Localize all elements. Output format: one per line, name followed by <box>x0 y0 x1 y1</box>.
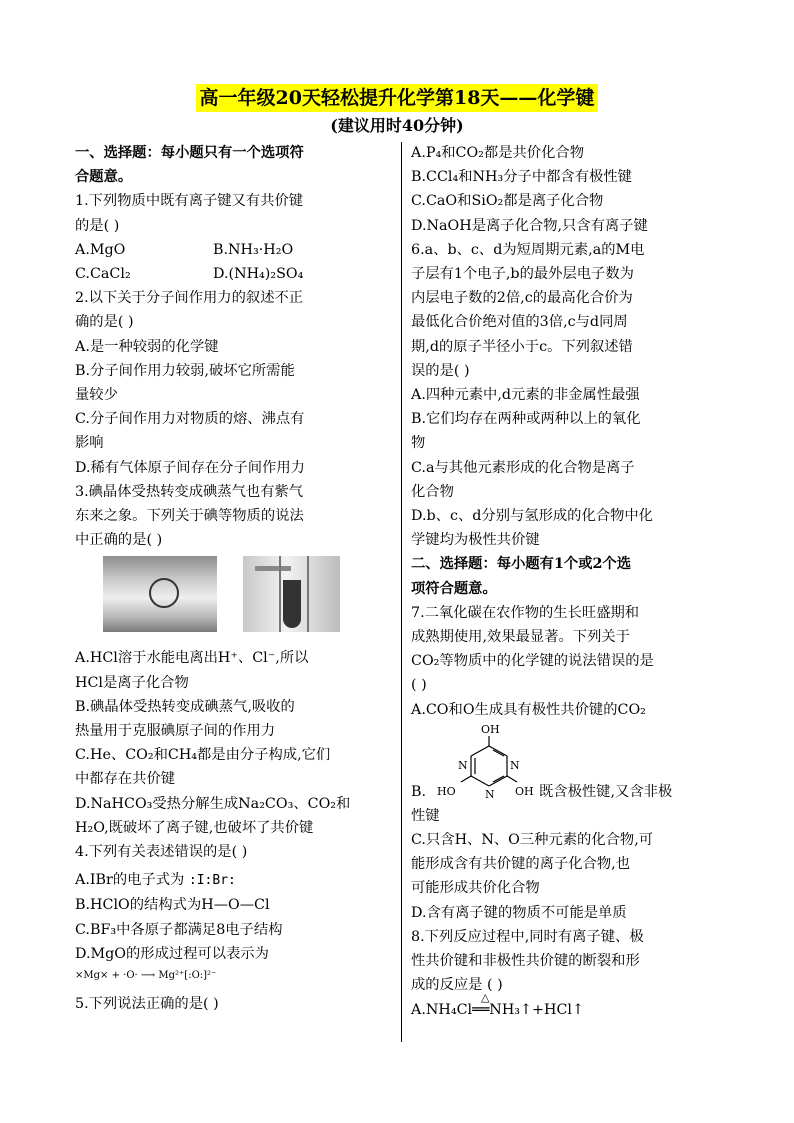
question-6-option-a: A.四种元素中,d元素的非金属性最强 <box>411 387 640 404</box>
question-8-option-a: A.NH₄Cl══NH₃↑+HCl↑ <box>411 1001 584 1018</box>
n-bottom-label: N <box>485 787 495 801</box>
question-2-option-d: D.稀有气体原子间存在分子间作用力 <box>75 459 305 476</box>
question-7-option-c-cont: 能形成含有共价键的离子化合物,也 <box>411 856 630 873</box>
question-1-stem: 1.下列物质中既有离子键又有共价键 <box>75 193 304 210</box>
question-6-option-c-cont: 化合物 <box>411 483 454 500</box>
question-6-stem: 6.a、b、c、d为短周期元素,a的M电 <box>411 241 645 258</box>
iodine-vapor <box>283 580 301 628</box>
right-column <box>411 141 721 1022</box>
question-2-option-b-cont: 量较少 <box>75 387 118 404</box>
question-1-stem-cont: 的是( ) <box>75 217 120 234</box>
question-3-option-d: D.NaHCO₃受热分解生成Na₂CO₃、CO₂和 <box>75 795 351 812</box>
question-2-option-b: B.分子间作用力较弱,破坏它所需能 <box>75 362 295 379</box>
clouds-photo <box>103 556 217 632</box>
question-7-stem-l2: 成熟期使用,效果最显著。下列关于 <box>411 629 630 646</box>
question-4-stem: 4.下列有关表述错误的是( ) <box>75 844 248 861</box>
question-4-option-d: D.MgO的形成过程可以表示为 <box>75 945 269 962</box>
left-column <box>75 141 395 1016</box>
question-6-option-b-cont: 物 <box>411 435 426 452</box>
n-left-label: N <box>458 758 468 772</box>
oh-top-label: OH <box>481 722 500 736</box>
question-4-option-b: B.HClO的结构式为H—O—Cl <box>75 897 270 914</box>
question-5-option-a: A.P₄和CO₂都是共价化合物 <box>411 145 584 161</box>
question-3-stem-cont2: 中正确的是( ) <box>75 532 163 549</box>
page-title: 高一年级20天轻松提升化学第18天——化学键 <box>196 84 599 112</box>
mgo-formation-formula: ×Mg× + ·O· ⟶ Mg²⁺[:O:]²⁻ <box>75 970 217 982</box>
question-7-stem-l3: CO₂等物质中的化学键的说法错误的是 <box>411 653 654 670</box>
question-4-option-a: A.IBr的电子式为 <box>75 872 185 889</box>
question-5-option-d: D.NaOH是离子化合物,只含有离子键 <box>411 217 648 234</box>
question-7-option-b-cont: 性键 <box>411 807 440 824</box>
question-2-option-c: C.分子间作用力对物质的熔、沸点有 <box>75 411 305 428</box>
iodine-tube-photo <box>243 556 340 632</box>
question-3-stem-cont: 东来之象。下列关于碘等物质的说法 <box>75 508 304 525</box>
question-3-images <box>75 556 395 640</box>
oh-right-label: OH <box>515 784 534 798</box>
question-7-option-b-prefix: B. <box>411 783 427 800</box>
triazine-structure-diagram <box>411 722 541 804</box>
question-4-option-c: C.BF₃中各原子都满足8电子结构 <box>75 921 283 938</box>
question-5-stem: 5.下列说法正确的是( ) <box>75 996 219 1013</box>
question-2-option-c-cont: 影响 <box>75 435 104 452</box>
question-8-stem-l3: 成的反应是 ( ) <box>411 977 503 994</box>
question-8-option-a-row <box>411 990 721 1022</box>
ho-left-label: HO <box>437 784 456 798</box>
question-7-stem-l4: ( ) <box>411 677 427 694</box>
option-c: C.CaCl₂ <box>75 266 131 283</box>
question-7-option-b: 既含极性键,又含非极 <box>539 783 673 800</box>
ibr-electron-formula: :I:Br: <box>188 873 236 889</box>
question-6-option-d-cont: 学键均为极性共价键 <box>411 532 540 549</box>
question-2-stem-cont: 确的是( ) <box>75 314 134 331</box>
option-b: B.NH₃·H₂O <box>213 241 294 258</box>
question-6-stem-l3: 内层电子数的2倍,c的最高化合价为 <box>411 290 633 307</box>
question-3-option-a: A.HCl溶于水能电离出H⁺、Cl⁻,所以 <box>75 650 309 667</box>
question-5-option-b: B.CCl₄和NH₃分子中都含有极性键 <box>411 169 632 186</box>
figure-ring-icon <box>149 578 179 608</box>
question-3-option-c-cont: 中都存在共价键 <box>75 771 176 788</box>
question-6-option-c: C.a与其他元素形成的化合物是离子 <box>411 459 635 476</box>
question-7-option-c-cont2: 可能形成共价化合物 <box>411 880 540 897</box>
question-3-option-b-cont: 热量用于克服碘原子间的作用力 <box>75 723 276 740</box>
section-2-heading: 二、选择题：每小题有1个或2个选 <box>411 556 632 573</box>
question-6-stem-l2: 子层有1个电子,b的最外层电子数为 <box>411 266 634 283</box>
question-2-option-a: A.是一种较弱的化学键 <box>75 338 219 355</box>
question-7-option-c: C.只含H、N、O三种元素的化合物,可 <box>411 832 654 849</box>
question-7-option-a: A.CO和O生成具有极性共价键的CO₂ <box>411 701 646 718</box>
question-6-stem-l6: 误的是( ) <box>411 362 470 379</box>
question-1-options-cd <box>75 262 395 286</box>
question-3-option-a-cont: HCl是离子化合物 <box>75 674 189 691</box>
question-6-stem-l4: 最低化合价绝对值的3倍,c与d同周 <box>411 314 628 331</box>
question-6-option-b: B.它们均存在两种或两种以上的氧化 <box>411 411 641 428</box>
option-a: A.MgO <box>75 241 126 258</box>
question-7-option-d: D.含有离子键的物质不可能是单质 <box>411 904 627 921</box>
section-1-heading-cont: 合题意。 <box>75 169 133 186</box>
heat-condition: △ <box>481 990 490 1004</box>
question-8-stem-l2: 性共价键和非极性共价键的断裂和形 <box>411 953 640 970</box>
section-2-heading-cont: 项符合题意。 <box>411 580 497 597</box>
question-3-option-c: C.He、CO₂和CH₄都是由分子构成,它们 <box>75 747 331 764</box>
question-6-stem-l5: 期,d的原子半径小于c。下列叙述错 <box>411 338 633 355</box>
question-2-stem: 2.以下关于分子间作用力的叙述不正 <box>75 290 304 307</box>
question-3-option-b: B.碘晶体受热转变成碘蒸气,吸收的 <box>75 698 295 715</box>
n-right-label: N <box>510 758 520 772</box>
section-1-heading: 一、选择题：每小题只有一个选项符 <box>75 145 304 161</box>
question-4-option-a-row <box>75 868 395 893</box>
question-3-stem: 3.碘晶体受热转变成碘蒸气也有紫气 <box>75 483 304 500</box>
question-1-options-ab <box>75 238 395 262</box>
page-subtitle: (建议用时40分钟) <box>330 116 464 135</box>
triazine-molecule <box>411 722 721 804</box>
question-3-option-d-cont: H₂O,既破坏了离子键,也破坏了共价键 <box>75 819 314 836</box>
question-8-stem: 8.下列反应过程中,同时有离子键、极 <box>411 928 644 945</box>
question-7-stem: 7.二氧化碳在农作物的生长旺盛期和 <box>411 604 640 621</box>
question-6-option-d: D.b、c、d分别与氢形成的化合物中化 <box>411 508 653 525</box>
title-wrap <box>0 84 794 112</box>
option-d: D.(NH₄)₂SO₄ <box>213 266 304 283</box>
question-5-option-c: C.CaO和SiO₂都是离子化合物 <box>411 193 604 210</box>
column-divider <box>401 142 402 1042</box>
